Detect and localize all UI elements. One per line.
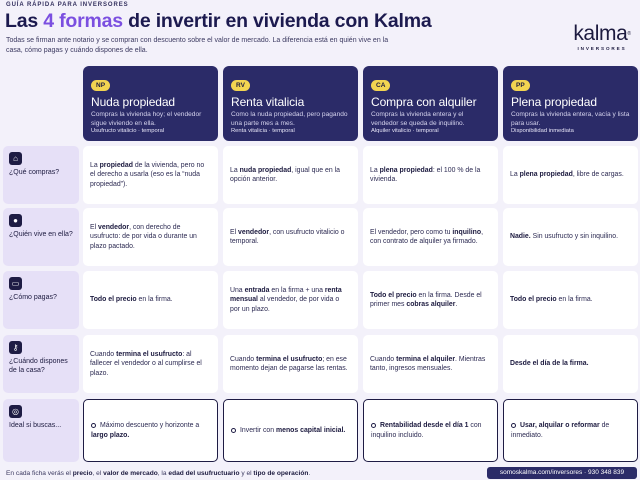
option-card-np [83,66,218,141]
option-card-rv [223,66,358,141]
table-cell [223,146,358,204]
text-run: con inquilino incluido. [371,422,482,439]
bullet-circle-icon [91,423,96,428]
cell-text [230,286,351,314]
cell-text [370,291,491,310]
emphasis-text: inquilino [452,228,482,236]
text-run: La [90,162,100,170]
text-run: en la firma. [556,296,593,304]
cell-text [370,355,491,374]
text-run: En cada ficha verás el [6,470,73,477]
option-description: Compras la vivienda hoy; el vendedor sigue viviendo en ella. [91,111,202,127]
row-label-text: ¿Qué compras? [9,169,60,176]
table-cell [223,335,358,393]
text-run: , con contrato de alquiler ya firmado. [370,228,483,245]
text-run: Máximo descuento y horizonte a [100,422,200,430]
emphasis-text: Todo el precio [90,296,137,304]
option-card-pp [503,66,638,141]
cell-text [231,426,345,435]
text-run: , libre de cargas. [572,171,624,179]
cell-text [230,166,351,185]
money-icon: ▭ [9,277,22,290]
text-run: La [510,171,520,179]
emphasis-text: entrada [244,287,270,295]
option-name: Nuda propiedad [91,95,176,109]
row-label [3,208,79,266]
row-label [3,146,79,204]
row-label-text: ¿Quién vive en ella? [9,231,73,238]
emphasis-text: cobras alquiler [406,301,456,308]
table-cell [503,271,638,329]
option-badge: RV [231,80,250,91]
emphasis-text: termina el alquiler [396,355,456,363]
text-run: , el [92,470,104,477]
text-run: El [230,228,239,236]
table-cell [503,146,638,204]
table-cell [503,208,638,266]
text-run: . [308,470,311,477]
table-cell [363,208,498,266]
emphasis-text: termina el usufructo [116,351,183,359]
table-cell [83,335,218,393]
table-cell [503,335,638,393]
emphasis-text: Todo el precio [370,291,417,299]
table-cell [503,399,638,462]
text-run: Sin usufructo y sin inquilino. [530,233,619,241]
row-label-text: ¿Cuándo dispones de la casa? [9,358,68,374]
cell-text [510,170,624,179]
target-icon: ◎ [9,405,22,418]
text-run: en la firma. Desde el primer mes [370,291,482,308]
logo-word-text: kalma [573,22,628,45]
emphasis-text: plena propiedad [379,166,433,174]
option-tag: Usufructo vitalicio · temporal [91,128,165,134]
bullet-circle-icon [231,428,236,433]
option-badge: NP [91,80,110,91]
emphasis-text: tipo de operación [253,470,309,477]
emphasis-text: vendedor [98,224,130,232]
text-run: y el [239,470,254,477]
emphasis-text: vendedor [238,228,270,236]
option-name: Renta vitalicia [231,95,305,109]
option-description: Compras la vivienda entera y el vendedor se queda de inquilino. [371,111,465,127]
emphasis-text: Nadie. [510,233,531,241]
text-run: Invertir con [240,426,276,434]
logo-subtitle: INVERSORES [577,46,627,51]
house-icon: ⌂ [9,152,22,165]
option-description: Como la nuda propiedad, pero pagando una parte mes a mes. [231,111,348,127]
emphasis-text: Rentabilidad desde el día 1 [380,422,469,430]
text-run: : el 100 % de la vivienda. [370,166,481,183]
cell-text [370,228,491,247]
option-badge: PP [511,80,530,91]
text-run: Cuando [90,351,117,359]
emphasis-text: termina el usufructo [256,355,323,363]
person-icon: ● [9,214,22,227]
cell-text [510,232,618,241]
text-run: El vendedor, pero como tu [370,228,453,236]
option-tag: Disponibilidad inmediata [511,128,574,134]
cell-text [511,421,630,440]
cell-text [370,166,491,185]
cell-text [371,421,490,440]
table-cell [363,271,498,329]
cell-text [230,355,351,374]
option-tag: Renta vitalicia · temporal [231,128,295,134]
emphasis-text: valor de mercado [103,470,158,477]
cell-text [90,161,211,189]
table-cell [83,146,218,204]
cell-text [510,359,589,368]
emphasis-text: Todo el precio [510,296,557,304]
text-run: El [90,224,99,232]
text-run: , igual que en la opción anterior. [230,166,340,183]
emphasis-text: menos capital inicial. [276,426,346,434]
row-label [3,399,79,462]
text-run: Una [230,287,245,295]
text-run: La [230,166,240,174]
option-badge: CA [371,80,390,91]
text-run: de la vivienda, pero no el derecho a usarla (eso es la “nuda propiedad”). [90,162,205,188]
table-cell [223,399,358,462]
table-cell [363,399,498,462]
emphasis-text: precio [72,470,93,477]
footer-note [6,470,310,477]
text-run: ; en ese momento dejan de pagarse las rentas. [230,355,348,372]
cell-text [90,350,211,378]
text-run: en la firma. [136,296,173,304]
table-cell [363,146,498,204]
text-run: . [455,301,458,308]
option-name: Plena propiedad [511,95,597,109]
table-cell [223,271,358,329]
row-label-text: Ideal si buscas... [9,422,62,429]
cell-text [230,228,351,247]
kicker: GUÍA RÁPIDA PARA INVERSORES [6,2,129,8]
logo-word [570,24,634,44]
page-title [5,10,431,33]
emphasis-text: nuda propiedad [239,166,292,174]
kalma-logo [570,24,634,51]
text-run: en la firma + una [269,287,325,295]
text-run: : al fallecer el vendedor o al cumplirse el plazo. [90,351,202,377]
row-label [3,271,79,329]
title-highlight: 4 formas [43,10,123,32]
bullet-circle-icon [371,423,376,428]
cell-text [90,223,211,251]
text-run: al vendedor, de por vida o por un plazo. [230,296,340,313]
cell-text [510,295,593,304]
emphasis-text: Desde el día de la firma. [510,360,589,368]
emphasis-text: propiedad [99,162,133,170]
text-run: . Mientras tanto, ingresos mensuales. [370,355,486,372]
emphasis-text: largo plazo. [91,431,130,439]
text-run: Cuando [230,355,257,363]
option-description: Compras la vivienda entera, vacía y lista para usar. [511,111,630,127]
table-cell [83,399,218,462]
bullet-circle-icon [511,423,516,428]
text-run: , con usufructo vitalicio o temporal. [230,228,345,245]
text-run: , la [157,470,169,477]
text-run: , con derecho de usufructo: de por vida o durante un plazo pactado. [90,224,197,250]
emphasis-text: plena propiedad [519,171,573,179]
option-tag: Alquiler vitalicio · temporal [371,128,439,134]
option-name: Compra con alquiler [371,95,477,109]
title-post: de invertir en vivienda con Kalma [122,10,432,32]
intro-text: Todas se firman ante notario y se compran con descuento sobre el valor de mercado. La diferencia está en quién vive en la casa, cómo pagas y cuándo dispones de ella. [6,37,389,54]
contact-pill: somoskalma.com/inversores · 930 348 839 [487,467,637,479]
row-label [3,335,79,393]
row-label-text: ¿Cómo pagas? [9,294,57,301]
cell-text [90,295,173,304]
table-cell [83,271,218,329]
text-run: Cuando [370,355,397,363]
key-icon: ⚷ [9,341,22,354]
logo-registered-mark: ® [627,31,631,37]
table-cell [223,208,358,266]
emphasis-text: renta mensual [230,287,342,304]
cell-text [91,421,210,440]
emphasis-text: edad del usufructuario [168,470,240,477]
title-pre: Las [5,10,44,32]
table-cell [83,208,218,266]
text-run: de inmediato. [511,422,610,439]
text-run: La [370,166,380,174]
option-card-ca [363,66,498,141]
table-cell [363,335,498,393]
emphasis-text: Usar, alquilar o reformar [520,422,600,430]
